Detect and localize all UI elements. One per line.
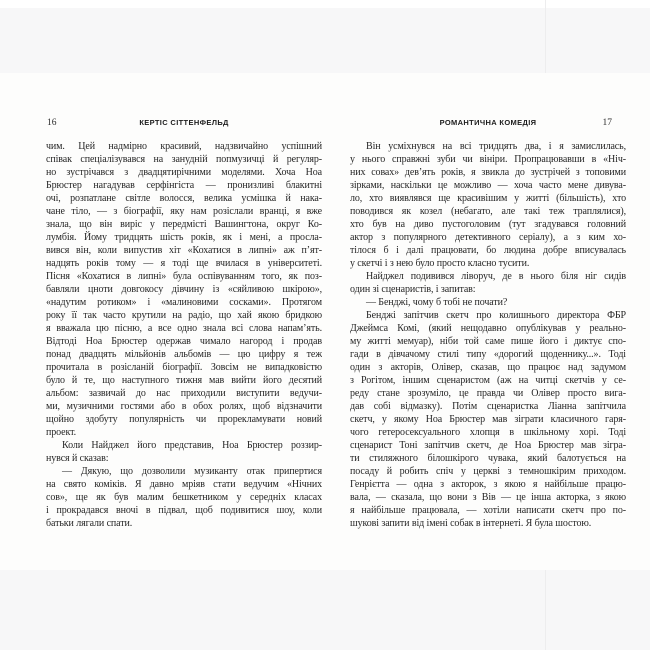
text-line: було й те, що наступного тижня мав вийти його десятий bbox=[46, 375, 322, 386]
left-running-header: КЕРТІС СІТТЕНФЕЛЬД bbox=[139, 118, 229, 127]
text-line: реду стане зрозуміло, це правда чи Олівер просто вига- bbox=[350, 388, 626, 399]
panel-edge-divider-bottom bbox=[545, 570, 546, 650]
top-strip bbox=[0, 0, 650, 8]
text-line: ло, хто виявлявся ще красивішим у житті (більшість), хто bbox=[350, 193, 626, 204]
text-line: з Рогітом, іншим сценаристом (аж на читці скетчів у се- bbox=[350, 375, 626, 386]
text-line: зірками, наскільки це можливо — хоча часто мене дивува- bbox=[350, 180, 626, 191]
text-line: му житті мемуар), ніби той саме пише його і диктує спо- bbox=[350, 336, 626, 347]
text-line: — Бенджі, чому б тобі не почати? bbox=[366, 297, 508, 308]
text-line: хто був на диво пустоголовим (тут згадувався головний bbox=[350, 219, 626, 230]
text-line: Генрієтта — одна з акторок, з якою я найбільше працю- bbox=[350, 479, 626, 490]
text-line: Він усміхнувся на всі тридцять два, і я замислилась, bbox=[366, 141, 626, 152]
text-line: знала, що він виріс у передмісті Вашингтона, округ Ко- bbox=[46, 219, 322, 230]
text-line: я найбільше працювала, — хотіли написати скетч про по- bbox=[350, 505, 626, 516]
text-line: співак спеціалізувався на занудній попмузичці й регуляр- bbox=[46, 154, 322, 165]
text-line: сов», ще як був малим бешкетником у середніх класах bbox=[46, 492, 322, 503]
text-line: Коли Найджел його представив, Ноа Брюстер роззир- bbox=[62, 440, 322, 451]
text-line: Бенджі запітчив скетч про колишнього директора ФБР bbox=[366, 310, 626, 321]
text-line: ми, музичними гостями або в обох ролях, щоб відзначити bbox=[46, 401, 322, 412]
right-page-number: 17 bbox=[602, 118, 612, 128]
text-line: них совах» дев’ять років, я звикла до зустрічей з топовими bbox=[350, 167, 626, 178]
text-line: Брюстер нагадував серфінгіста — пронизливі блакитні bbox=[46, 180, 322, 191]
panel-edge-divider-top bbox=[545, 0, 546, 73]
left-page[interactable] bbox=[46, 73, 322, 570]
text-line: тілося б і далі працювати, бо людина добре вписувалась bbox=[350, 245, 626, 256]
text-line: у скетчі і з нею було просто класно тусити. bbox=[350, 258, 530, 269]
right-page[interactable] bbox=[350, 73, 626, 570]
text-line: батьки лягали спати. bbox=[46, 518, 133, 529]
text-line: щойно здобуту популярність чи прорекламувати новий bbox=[46, 414, 322, 425]
book-page-spread bbox=[0, 73, 650, 570]
text-line: надцять років тому — я тоді ще вчилася в університеті. bbox=[46, 258, 322, 269]
text-line: у нього справжні зуби чи вініри. Пропрацювавши в «Ніч- bbox=[350, 154, 626, 165]
text-line: лумбія. Йому тридцять шість років, як і мені, а просла- bbox=[46, 232, 322, 243]
text-line: альбом: зазвичай до нас приходили виступити ведучи- bbox=[46, 388, 322, 399]
text-line: один зі сценаристів, і запитав: bbox=[350, 284, 476, 295]
text-line: чане тіло, — з біографії, яку нам розіслали вранці, я вже bbox=[46, 206, 322, 217]
right-running-header: РОМАНТИЧНА КОМЕДІЯ bbox=[439, 118, 537, 127]
text-line: чим. Цей надмірно красивий, надзвичайно успішний bbox=[46, 141, 322, 152]
text-line: Найджел подивився ліворуч, де в нього біля ніг сидів bbox=[366, 271, 626, 282]
right-page-header bbox=[350, 117, 626, 129]
text-line: вала, — сказала, що вони з Вів — це інша акторка, з якою bbox=[350, 492, 626, 503]
text-line: ти стиляжного білошкірого чувака, який балотується на bbox=[350, 453, 626, 464]
text-line: понад двадцять мільйонів альбомів — цю цифру я теж bbox=[46, 349, 322, 360]
left-page-body bbox=[46, 140, 322, 530]
right-page-body bbox=[350, 140, 626, 530]
text-line: чого гетеросексуального хлопця в шкільному хорі. Тоді bbox=[350, 427, 626, 438]
text-line: року її так часто крутили на радіо, що хай якою бридкою bbox=[46, 310, 322, 321]
text-line: Джеймса Комі, (який нещодавно опублікував у реально- bbox=[350, 323, 626, 334]
text-line: я вважала цю пісню, а все одно знала всі слова напам’ять. bbox=[46, 323, 322, 334]
text-line: на свято коміків. Я давно мріяв стати ведучим «Нічних bbox=[46, 479, 322, 490]
text-line: проект. bbox=[46, 427, 77, 438]
text-line: шукові запити від імені собак в інтернеті. Я була шостою. bbox=[350, 518, 592, 529]
text-line: поводився як козел (небагато, але такі теж траплялися), bbox=[350, 206, 626, 217]
text-line: і прокрадався вночі в підвал, щоб подивитися шоу, коли bbox=[46, 505, 322, 516]
text-line: «надутим ротиком» і «малиновими сосками». Протягом bbox=[46, 297, 322, 308]
text-line: гади в дівчачому стилі типу «дорогий щоденнику...». Тоді bbox=[350, 349, 626, 360]
text-line: нувся й сказав: bbox=[46, 453, 109, 464]
text-line: дав собі відмазку). Потім сценаристка Ліанна запітчила bbox=[350, 401, 626, 412]
text-line: бавляли цноти довгокосу дівчину із «сяйливою шкірою», bbox=[46, 284, 322, 295]
text-line: прочитала в розісланій біографії. Зовсім не випадковістю bbox=[46, 362, 322, 373]
text-line: Пісня «Кохатися в липні» була оспівуванням того, як поз- bbox=[46, 271, 322, 282]
text-line: — Дякую, що дозволили музиканту отак припертися bbox=[62, 466, 322, 477]
text-line: Відтоді Ноа Брюстер одержав чимало нагород і продав bbox=[46, 336, 322, 347]
text-line: сценарист Тоні запітчив скетч, де Ноа Брюстер мав зігра- bbox=[350, 440, 626, 451]
left-page-header bbox=[46, 117, 322, 129]
text-line: посаду й робить спіч у церкві з темношкірим приходом. bbox=[350, 466, 626, 477]
text-line: вився він, коли випустив хіт «Кохатися в липні» аж п’ят- bbox=[46, 245, 322, 256]
text-line: но зустрічався з двадцятирічними моделями. Хоча Ноа bbox=[46, 167, 322, 178]
text-line: один з акторів, Олівер, сказав, що працює над задумом bbox=[350, 362, 626, 373]
text-line: скетч, у якому Ноа Брюстер мав зіграти класичного гаря- bbox=[350, 414, 626, 425]
text-line: актор з популярного детективного серіалу), а з ким хо- bbox=[350, 232, 626, 243]
left-page-number: 16 bbox=[47, 118, 57, 128]
text-line: очі, розпатлане світле волосся, велика усмішка й нака- bbox=[46, 193, 322, 204]
